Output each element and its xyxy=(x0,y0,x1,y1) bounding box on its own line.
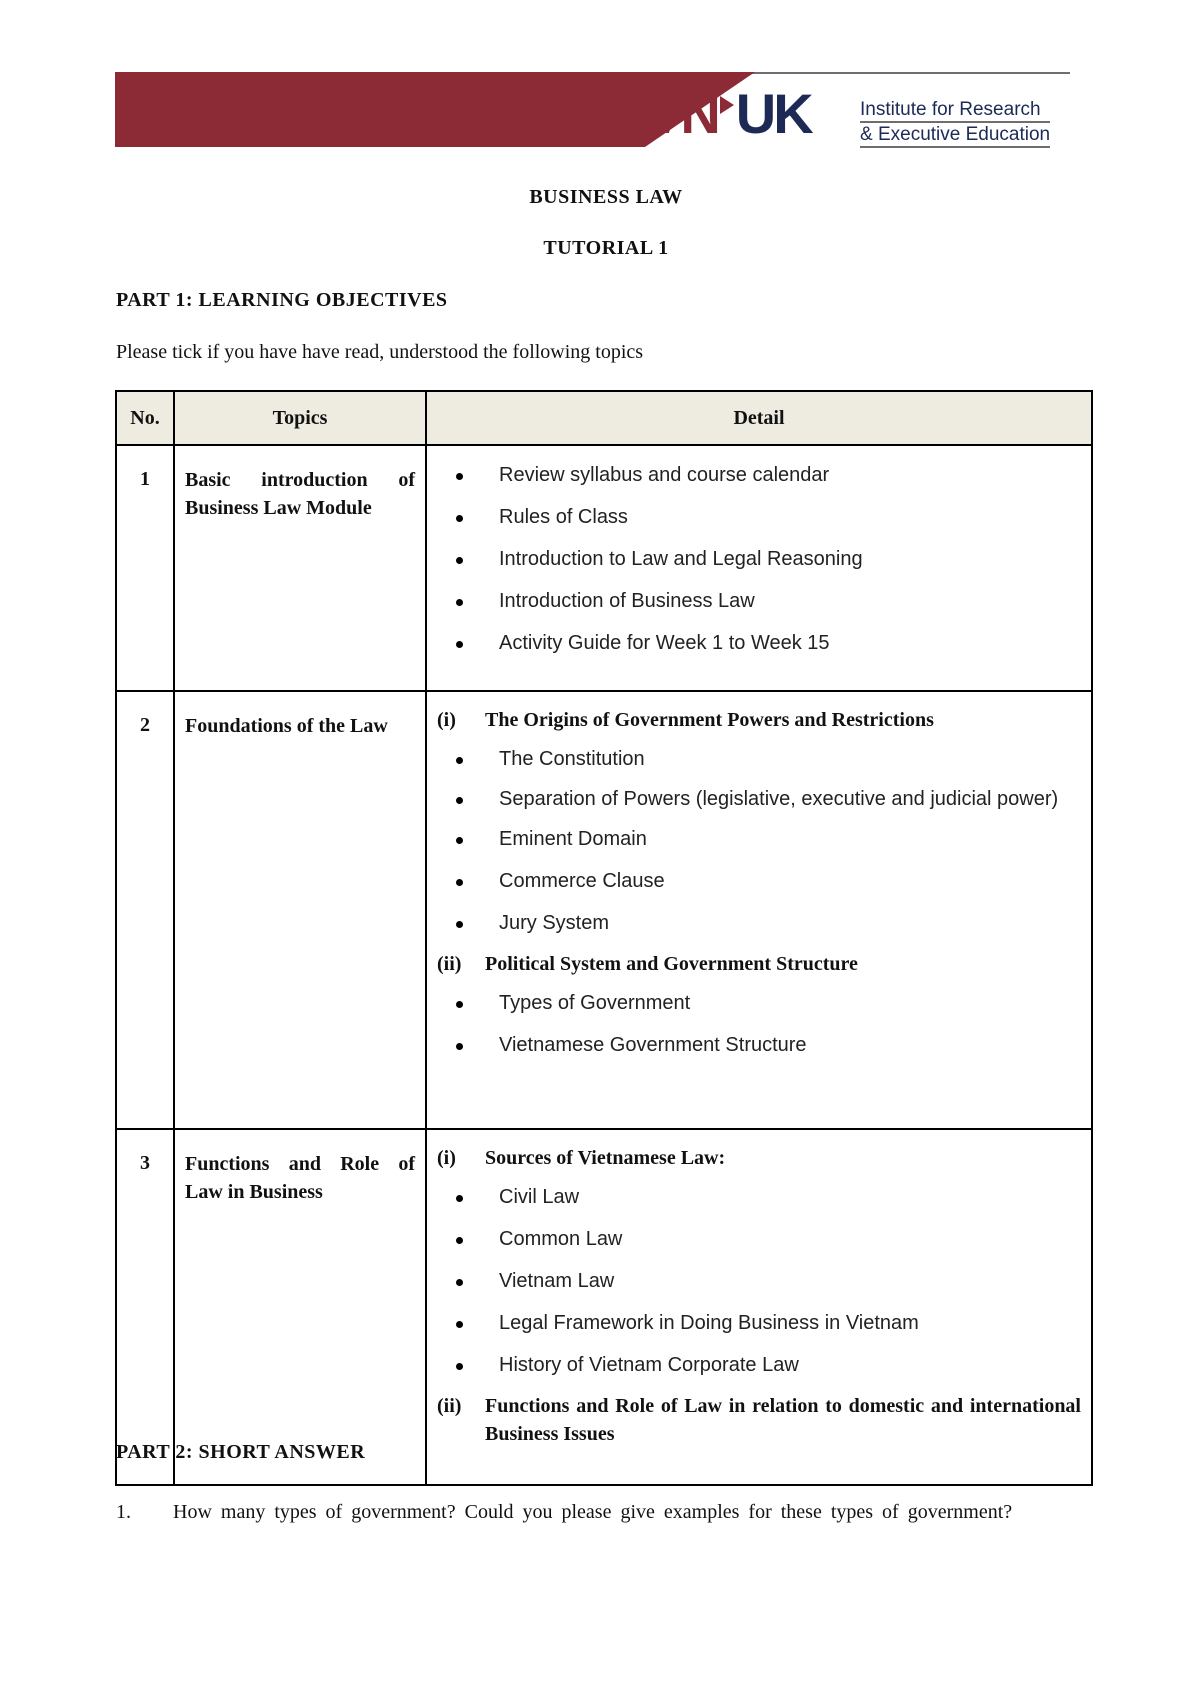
header-topics: Topics xyxy=(174,391,426,445)
list-item: Separation of Powers (legislative, executive and judicial power) xyxy=(437,786,1081,812)
header-no: No. xyxy=(116,391,174,445)
list-item: Eminent Domain xyxy=(437,824,1081,854)
list-item: Legal Framework in Doing Business in Vietnam xyxy=(437,1308,1081,1338)
document-title: BUSINESS LAW xyxy=(529,186,683,208)
institute-line-1: Institute for Research xyxy=(860,98,1050,123)
list-item: The Constitution xyxy=(437,744,1081,774)
row-detail xyxy=(426,691,1092,1129)
table-row xyxy=(116,691,1092,1129)
section-heading xyxy=(437,706,1081,734)
part1-intro: Please tick if you have have read, understood the following topics xyxy=(116,341,644,363)
section-numeral: (ii) xyxy=(437,953,462,975)
header-banner xyxy=(115,72,1070,147)
logo-vn-text: VN xyxy=(646,82,718,145)
section-heading xyxy=(437,1144,1081,1172)
list-item: Commerce Clause xyxy=(437,866,1081,896)
table-header-row xyxy=(116,391,1092,445)
logo-arrow-icon xyxy=(720,96,734,114)
section-title: Sources of Vietnamese Law: xyxy=(485,1147,726,1169)
section-title: Political System and Government Structure xyxy=(485,953,858,975)
detail-bullets xyxy=(437,1182,1081,1380)
list-item: Types of Government xyxy=(437,988,1081,1018)
banner-red-band xyxy=(115,72,645,147)
list-item: Common Law xyxy=(437,1224,1081,1254)
row-detail xyxy=(426,1129,1092,1485)
header-detail: Detail xyxy=(426,391,1092,445)
learning-objectives-table xyxy=(115,390,1093,1486)
table-row xyxy=(116,445,1092,691)
row-topic: Foundations of the Law xyxy=(174,691,426,1129)
institute-line-2: & Executive Education xyxy=(860,123,1050,148)
row-topic: Functions and Role of Law in Business xyxy=(174,1129,426,1485)
part2-heading: PART 2: SHORT ANSWER xyxy=(116,1441,366,1463)
list-item: Introduction of Business Law xyxy=(437,586,1081,616)
question-item xyxy=(116,1497,1093,1528)
section-numeral: (i) xyxy=(437,1147,456,1169)
question-number: 1. xyxy=(116,1501,131,1523)
detail-bullets xyxy=(437,744,1081,938)
row-number: 2 xyxy=(116,691,174,1129)
vnuk-logo xyxy=(646,82,811,145)
row-number: 3 xyxy=(116,1129,174,1485)
section-numeral: (i) xyxy=(437,709,456,731)
list-item: Vietnamese Government Structure xyxy=(437,1030,1081,1060)
row-detail xyxy=(426,445,1092,691)
question-text: How many types of government? Could you please give examples for these types of government? xyxy=(173,1501,1013,1523)
row-topic: Basic introduction of Business Law Module xyxy=(174,445,426,691)
list-item: Vietnam Law xyxy=(437,1266,1081,1296)
detail-bullets xyxy=(437,988,1081,1060)
list-item: Jury System xyxy=(437,908,1081,938)
list-item: Civil Law xyxy=(437,1182,1081,1212)
table-row xyxy=(116,1129,1092,1485)
list-item: Activity Guide for Week 1 to Week 15 xyxy=(437,628,1081,658)
list-item: Introduction to Law and Legal Reasoning xyxy=(437,544,1081,574)
institute-name xyxy=(860,98,1050,148)
section-title: The Origins of Government Powers and Restrictions xyxy=(485,709,934,731)
section-numeral: (ii) xyxy=(437,1395,462,1417)
list-item: History of Vietnam Corporate Law xyxy=(437,1350,1081,1380)
section-heading xyxy=(437,1392,1081,1448)
logo-uk-text: UK xyxy=(735,82,811,145)
list-item: Rules of Class xyxy=(437,502,1081,532)
list-item: Review syllabus and course calendar xyxy=(437,460,1081,490)
detail-bullets xyxy=(437,460,1081,658)
document-subtitle: TUTORIAL 1 xyxy=(543,237,669,259)
row-number: 1 xyxy=(116,445,174,691)
section-heading xyxy=(437,950,1081,978)
section-title: Functions and Role of Law in relation to domestic and international Business Issues xyxy=(485,1395,1081,1445)
part1-heading: PART 1: LEARNING OBJECTIVES xyxy=(116,289,448,311)
